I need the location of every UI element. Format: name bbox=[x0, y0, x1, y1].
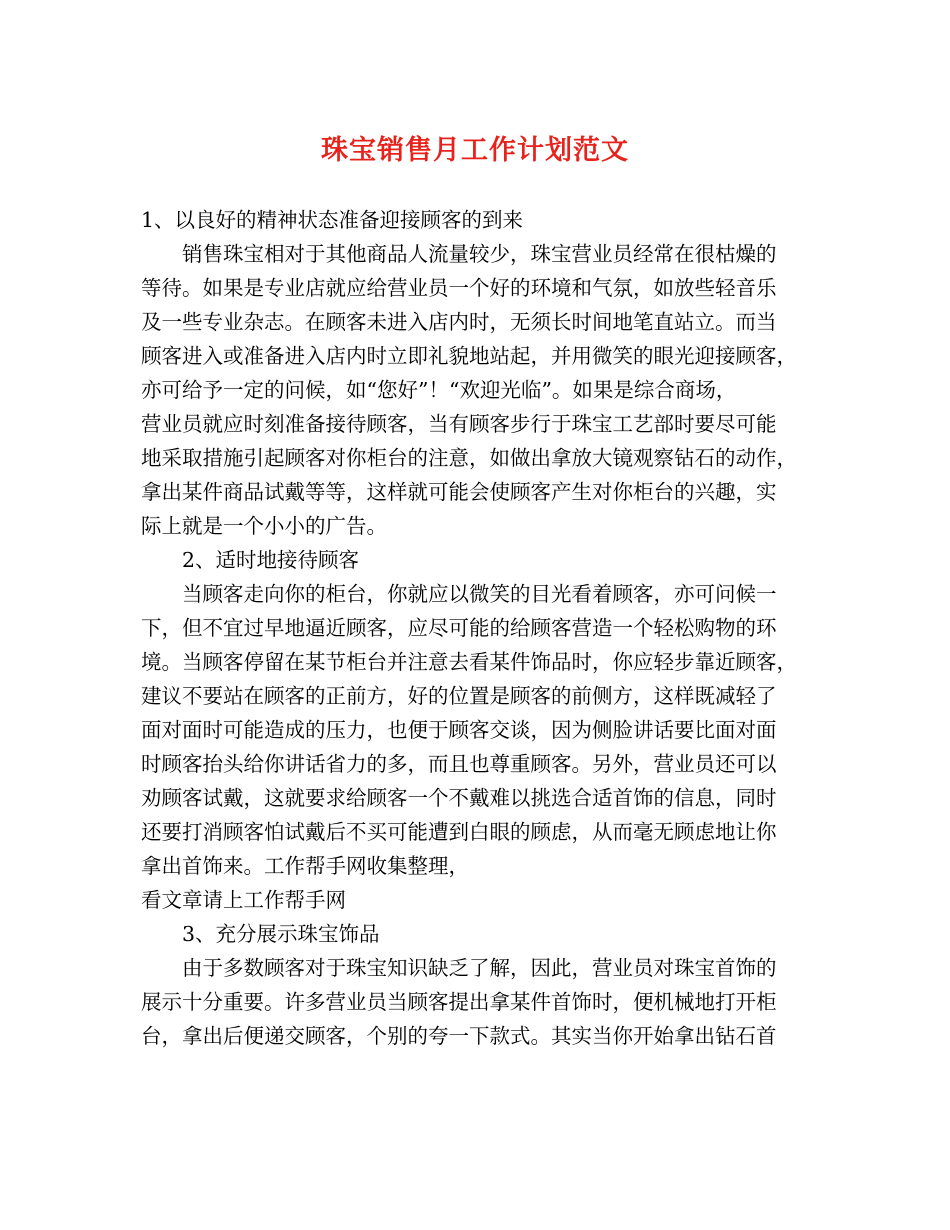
paragraph-line: 拿出某件商品试戴等等，这样就可能会使顾客产生对你柜台的兴趣，实 bbox=[141, 480, 777, 504]
paragraph-line: 拿出首饰来。工作帮手网收集整理， bbox=[141, 854, 469, 878]
paragraph-line: 境。当顾客停留在某节柜台并注意去看某件饰品时，你应轻步靠近顾客， bbox=[141, 650, 797, 674]
paragraph-line: 营业员就应时刻准备接待顾客，当有顾客步行于珠宝工艺部时要尽可能 bbox=[141, 412, 777, 436]
document-title: 珠宝销售月工作计划范文 bbox=[321, 135, 629, 166]
paragraph-line: 由于多数顾客对于珠宝知识缺乏了解，因此，营业员对珠宝首饰的 bbox=[182, 956, 777, 980]
paragraph-line: 下，但不宜过早地逼近顾客，应尽可能的给顾客营造一个轻松购物的环 bbox=[141, 616, 777, 640]
paragraph-line: 际上就是一个小小的广告。 bbox=[141, 514, 387, 538]
document-body bbox=[141, 203, 817, 1053]
paragraph-line: 时顾客抬头给你讲话省力的多，而且也尊重顾客。另外，营业员还可以 bbox=[141, 752, 777, 776]
paragraph-line: 顾客进入或准备进入店内时立即礼貌地站起，并用微笑的眼光迎接顾客， bbox=[141, 344, 797, 368]
paragraph-line: 劝顾客试戴，这就要求给顾客一个不戴难以挑选合适首饰的信息，同时 bbox=[141, 786, 777, 810]
paragraph-line: 建议不要站在顾客的正前方，好的位置是顾客的前侧方，这样既减轻了 bbox=[141, 684, 777, 708]
heading-line: 2、适时地接待顾客 bbox=[182, 548, 360, 572]
paragraph-line: 亦可给予一定的问候，如“您好”！“欢迎光临”。如果是综合商场， bbox=[141, 378, 737, 402]
paragraph-line: 面对面时可能造成的压力，也便于顾客交谈，因为侧脸讲话要比面对面 bbox=[141, 718, 777, 742]
paragraph-line: 台，拿出后便递交顾客，个别的夸一下款式。其实当你开始拿出钻石首 bbox=[141, 1024, 777, 1048]
paragraph-line: 看文章请上工作帮手网 bbox=[141, 888, 346, 912]
heading-line: 3、充分展示珠宝饰品 bbox=[182, 922, 380, 946]
paragraph-line: 展示十分重要。许多营业员当顾客提出拿某件首饰时，便机械地打开柜 bbox=[141, 990, 777, 1014]
paragraph-line: 地采取措施引起顾客对你柜台的注意，如做出拿放大镜观察钻石的动作， bbox=[141, 446, 797, 470]
paragraph-line: 及一些专业杂志。在顾客未进入店内时，无须长时间地笔直站立。而当 bbox=[141, 310, 777, 334]
heading-line: 1、以良好的精神状态准备迎接顾客的到来 bbox=[141, 208, 524, 232]
paragraph-line: 销售珠宝相对于其他商品人流量较少，珠宝营业员经常在很枯燥的 bbox=[182, 242, 777, 266]
paragraph-line: 等待。如果是专业店就应给营业员一个好的环境和气氛，如放些轻音乐 bbox=[141, 276, 777, 300]
paragraph-line: 还要打消顾客怕试戴后不买可能遭到白眼的顾虑，从而毫无顾虑地让你 bbox=[141, 820, 777, 844]
paragraph-line: 当顾客走向你的柜台，你就应以微笑的目光看着顾客，亦可问候一 bbox=[182, 582, 777, 606]
